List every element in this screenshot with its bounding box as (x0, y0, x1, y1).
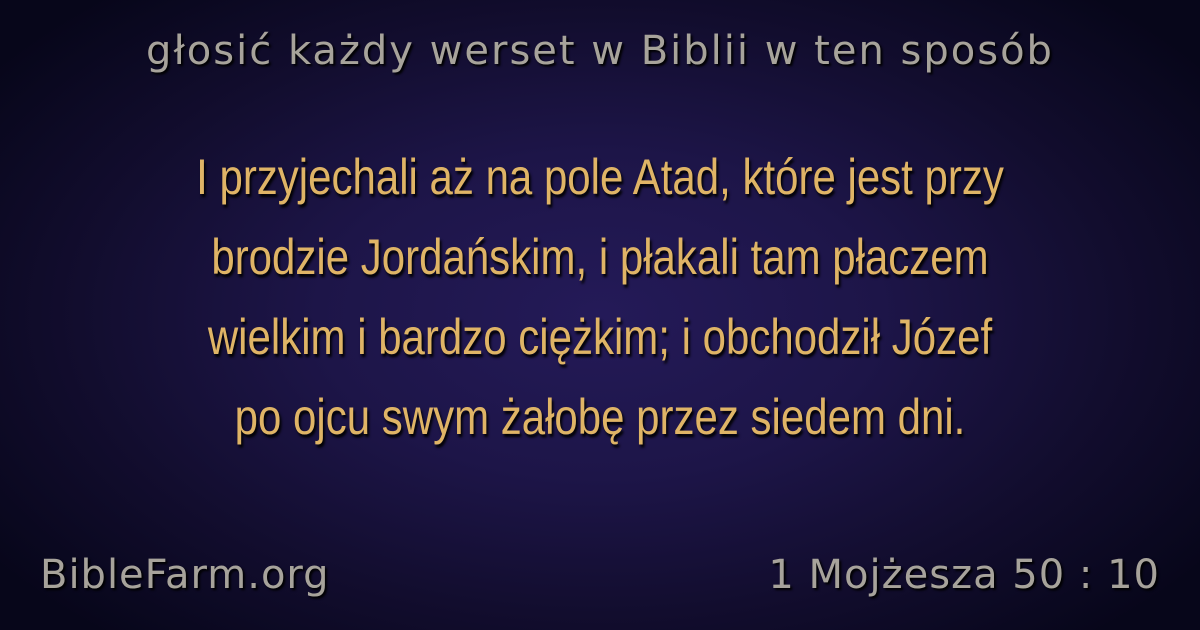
verse-line: I przyjechali aż na pole Atad, które jest przy (196, 149, 1004, 205)
verse-line: wielkim i bardzo ciężkim; i obchodził Józef (207, 309, 993, 365)
site-name: BibleFarm.org (40, 552, 330, 598)
verse-reference: 1 Mojżesza 50 : 10 (768, 552, 1160, 598)
tagline: głosić każdy werset w Biblii w ten sposób (146, 28, 1054, 74)
verse-line: po ojcu swym żałobę przez siedem dni. (234, 389, 966, 445)
verse-text (138, 137, 1062, 457)
verse-line: brodzie Jordańskim, i płakali tam płaczem (211, 229, 989, 285)
